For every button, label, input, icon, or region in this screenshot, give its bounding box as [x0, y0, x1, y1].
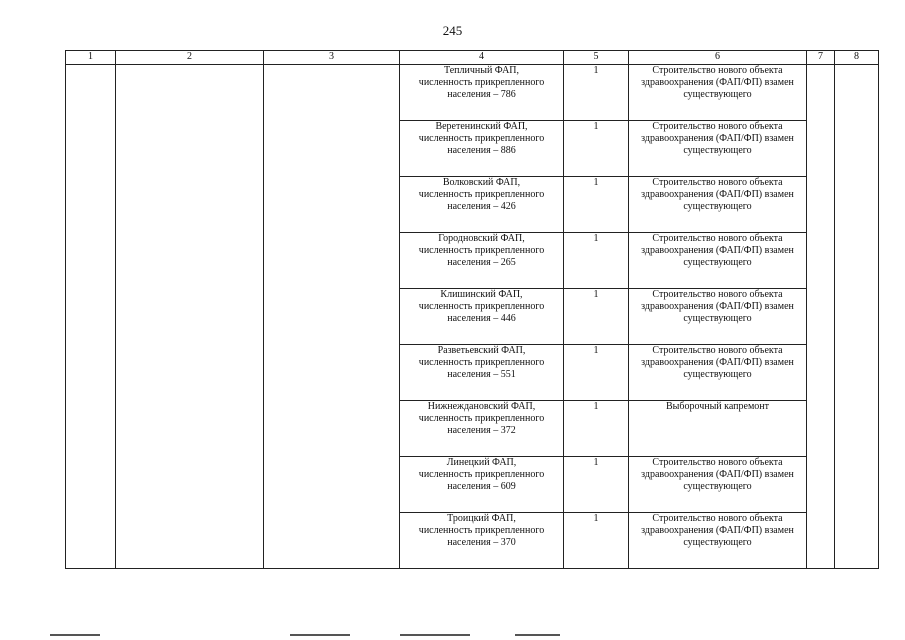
facility-name: Разветьевский ФАП, [437, 345, 526, 356]
table-body [66, 65, 879, 569]
count-cell: 1 [564, 233, 629, 289]
action-cell: Строительство нового объекта здравоохранения (ФАП/ФП) взамен существующего [629, 65, 807, 121]
count-cell: 1 [564, 401, 629, 457]
facility-population-label: численность прикрепленного [418, 469, 545, 480]
facility-population: населения – 446 [447, 313, 516, 324]
facility-population-label: численность прикрепленного [418, 301, 545, 312]
column-header-3: 3 [264, 51, 400, 65]
cell-col-8 [835, 65, 879, 569]
cell-col-3 [264, 65, 400, 569]
facility-population: населения – 265 [447, 257, 516, 268]
count-cell: 1 [564, 345, 629, 401]
action-cell: Строительство нового объекта здравоохранения (ФАП/ФП) взамен существующего [629, 289, 807, 345]
action-cell: Строительство нового объекта здравоохранения (ФАП/ФП) взамен существующего [629, 345, 807, 401]
facility-name: Тепличный ФАП, [443, 65, 520, 76]
facility-name: Городновский ФАП, [438, 233, 525, 244]
count-cell: 1 [564, 121, 629, 177]
facility-cell [400, 233, 564, 289]
scan-artifact-mark [400, 634, 470, 636]
count-cell: 1 [564, 177, 629, 233]
cell-col-1 [66, 65, 116, 569]
scan-artifact-mark [515, 634, 560, 636]
facility-population: населения – 372 [447, 425, 516, 436]
column-header-6: 6 [629, 51, 807, 65]
page-number: 245 [442, 23, 463, 38]
facility-population: населения – 551 [447, 369, 516, 380]
facility-name: Троицкий ФАП, [447, 513, 516, 524]
cell-col-7 [807, 65, 835, 569]
facility-cell [400, 457, 564, 513]
facility-cell [400, 289, 564, 345]
action-cell: Строительство нового объекта здравоохранения (ФАП/ФП) взамен существующего [629, 177, 807, 233]
action-cell: Выборочный капремонт [629, 401, 807, 457]
column-header-1: 1 [66, 51, 116, 65]
column-header-5: 5 [564, 51, 629, 65]
facility-name: Клишинский ФАП, [440, 289, 523, 300]
facility-population: населения – 609 [447, 481, 516, 492]
facility-population: населения – 370 [447, 537, 516, 548]
column-header-8: 8 [835, 51, 879, 65]
column-header-4: 4 [400, 51, 564, 65]
facility-name: Веретенинский ФАП, [435, 121, 528, 132]
facility-cell [400, 65, 564, 121]
count-cell: 1 [564, 513, 629, 569]
action-cell: Строительство нового объекта здравоохранения (ФАП/ФП) взамен существующего [629, 233, 807, 289]
column-header-2: 2 [116, 51, 264, 65]
facility-population-label: численность прикрепленного [418, 245, 545, 256]
table-row [66, 65, 879, 121]
cell-col-2 [116, 65, 264, 569]
facility-population-label: численность прикрепленного [418, 77, 545, 88]
facility-population-label: численность прикрепленного [418, 357, 545, 368]
facility-population-label: численность прикрепленного [418, 189, 545, 200]
count-cell: 1 [564, 289, 629, 345]
column-header-7: 7 [807, 51, 835, 65]
facility-cell [400, 513, 564, 569]
action-cell: Строительство нового объекта здравоохранения (ФАП/ФП) взамен существующего [629, 121, 807, 177]
facility-cell [400, 121, 564, 177]
facility-cell [400, 177, 564, 233]
facility-cell [400, 401, 564, 457]
facility-cell [400, 345, 564, 401]
table-header [66, 51, 879, 65]
facility-name: Линецкий ФАП, [446, 457, 517, 468]
count-cell: 1 [564, 457, 629, 513]
facility-population-label: численность прикрепленного [418, 525, 545, 536]
scan-artifact-mark [290, 634, 350, 636]
facilities-table [65, 50, 879, 569]
action-cell: Строительство нового объекта здравоохранения (ФАП/ФП) взамен существующего [629, 457, 807, 513]
action-cell: Строительство нового объекта здравоохранения (ФАП/ФП) взамен существующего [629, 513, 807, 569]
facility-population-label: численность прикрепленного [418, 413, 545, 424]
scan-artifact-mark [50, 634, 100, 636]
count-cell: 1 [564, 65, 629, 121]
facility-population: населения – 886 [447, 145, 516, 156]
facility-population: населения – 786 [447, 89, 516, 100]
facility-population-label: численность прикрепленного [418, 133, 545, 144]
facility-name: Волковский ФАП, [442, 177, 521, 188]
facility-population: населения – 426 [447, 201, 516, 212]
facility-name: Нижнеждановский ФАП, [427, 401, 536, 412]
